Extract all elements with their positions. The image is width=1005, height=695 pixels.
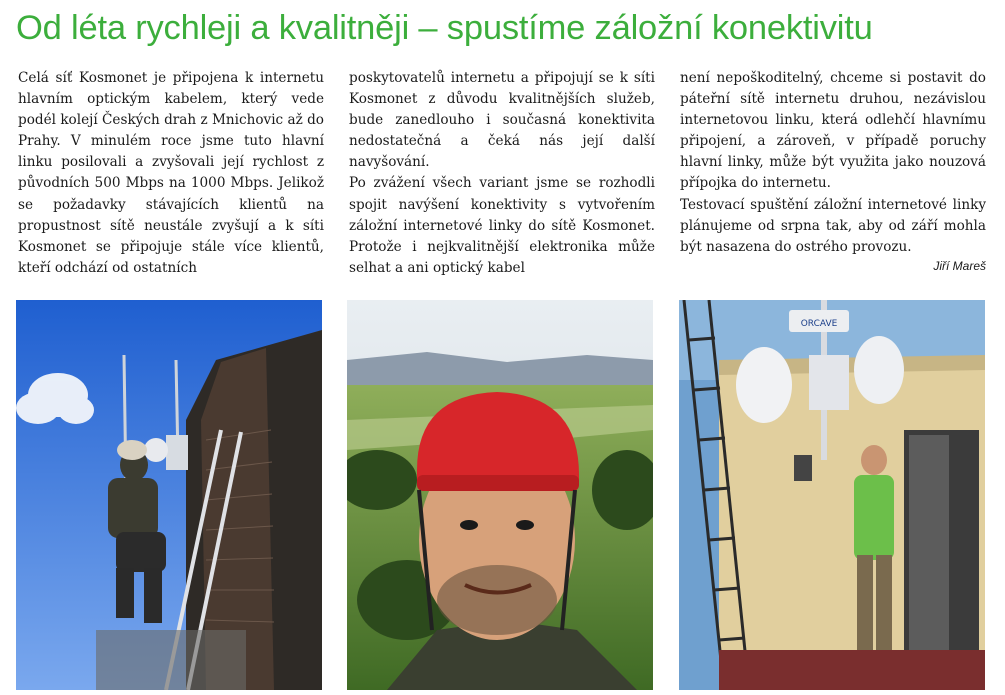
antenna-brand-label: ORCAVE [800,319,838,329]
column-3-paragraph-1: není nepoškoditelný, chceme si postavit do páteřní sítě internetu druhou, nezávislou internetovou linku, která odlehčí hlavnímu připojení, a zároveň, v případě poruchy hlavní linky, může být využita jako nouzová přípojka do internetu. [680,70,986,192]
article-headline: Od léta rychleji a kvalitněji – spustíme záložní konektivitu [16,9,873,47]
photo-technician-on-mast [16,300,322,690]
column-3-paragraph-2: Testovací spuštění záložní internetové linky plánujeme od srpna tak, aby od září mohla být nasazena do ostrého provozu. [680,196,986,255]
column-2-paragraph-2: Po zvážení všech variant jsme se rozhodli spojit navýšení konektivity s vytvořením záložní internetové linky do sítě Kosmonet. Protože i nejkvalitnější elektronika může selhat a ani optický kabel [349,175,655,276]
article-author: Jiří Mareš [933,258,986,273]
column-1-paragraph-1: Celá síť Kosmonet je připojena k internetu hlavním optickým kabelem, který vede podél kolejí Českých drah z Mnichovic až do Prahy. V minulém roce jsme tuto hlavní linku posilovali a zvyšovali její rychlost z původních 500 Mbps na 1000 Mbps. Jelikož se požadavky stávajících klientů na propustnost sítě neustále zvyšují a k síti Kosmonet se připojuje stále více klientů, kteří odchází od ostatních [18,70,324,276]
photo-equipment-hut [679,300,985,690]
text-column-3 [680,68,986,274]
text-column-1 [18,68,324,279]
photo-man-in-red-helmet [347,300,653,690]
text-column-2 [349,68,655,279]
column-2-paragraph-1: poskytovatelů internetu a připojují se k síti Kosmonet z důvodu kvalitnějších služeb, bude zanedlouho i současná konektivita nedostatečná a čeká nás její další navyšování. [349,70,655,171]
